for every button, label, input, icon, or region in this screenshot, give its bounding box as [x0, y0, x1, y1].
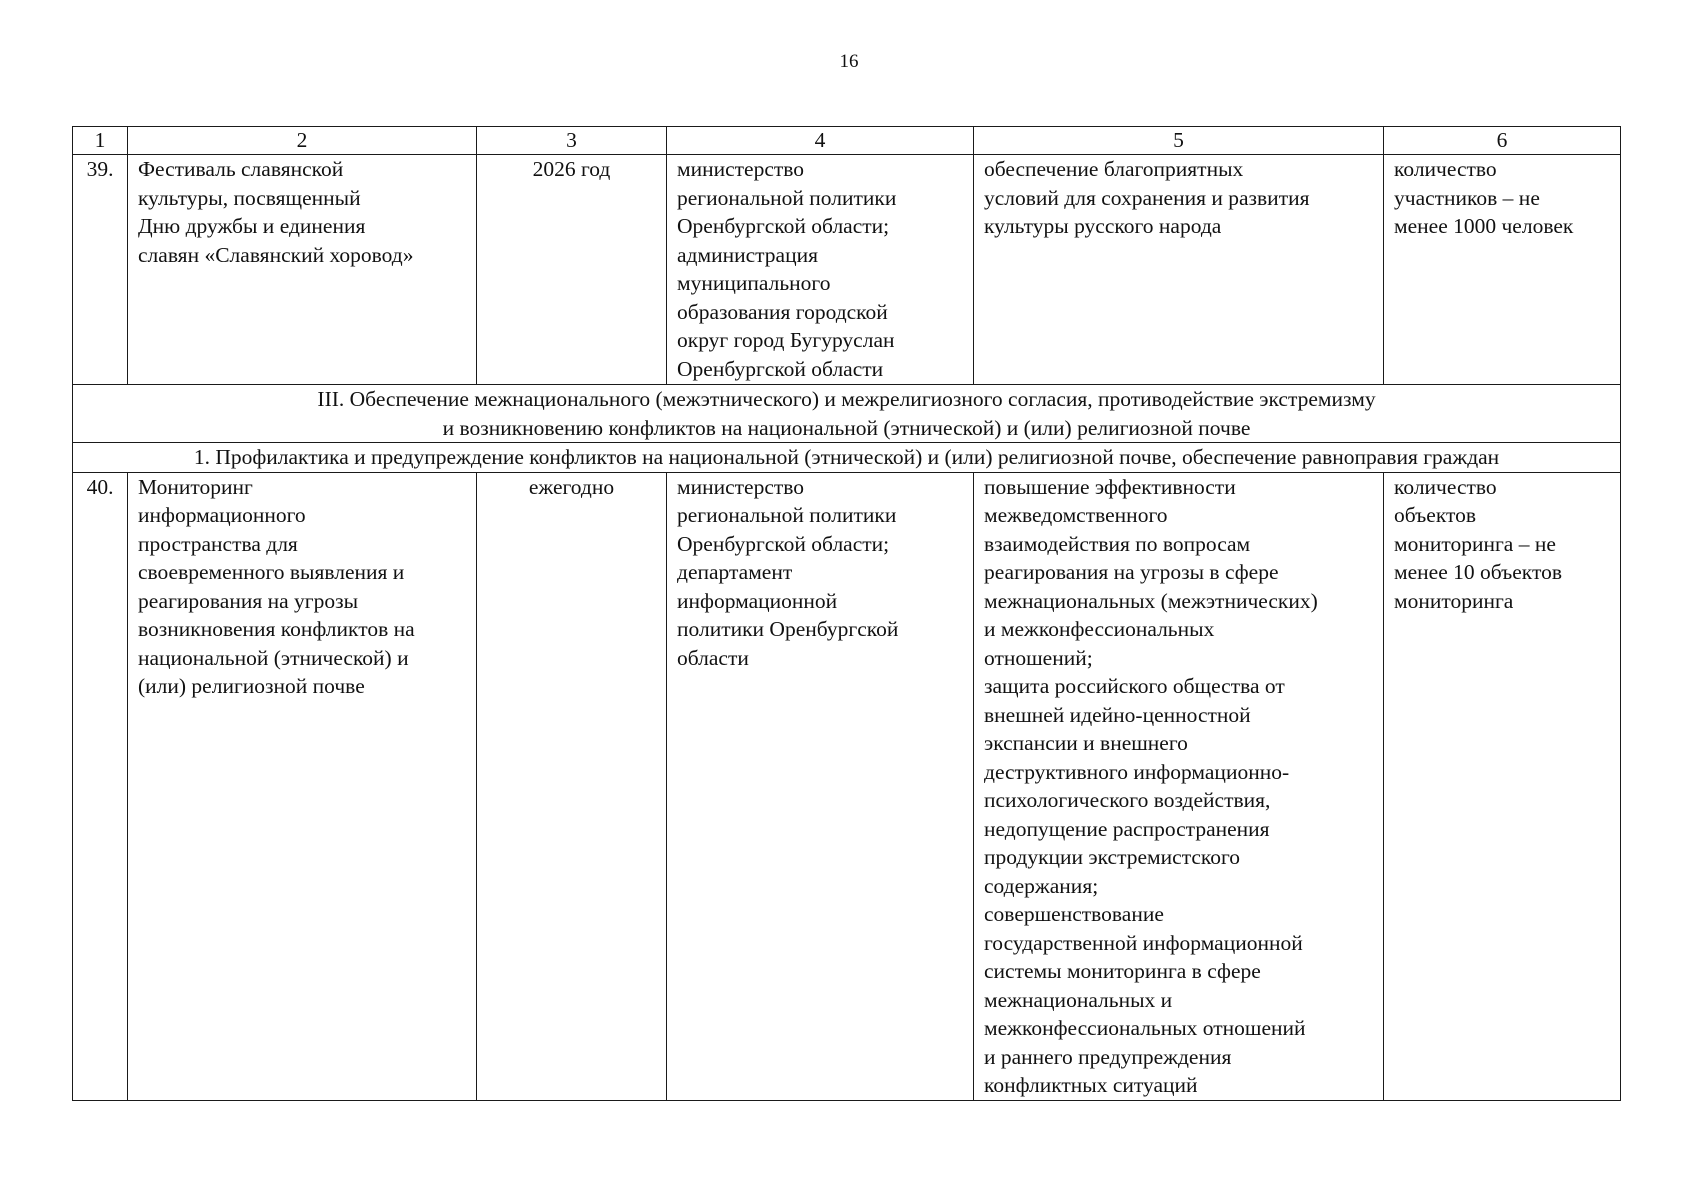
indicator-cell: количество участников – не менее 1000 человек	[1384, 155, 1621, 385]
row-number: 40.	[73, 472, 128, 1100]
term-cell: 2026 год	[477, 155, 667, 385]
executors-cell: министерство региональной политики Оренбургской области; департамент информационной политики Оренбургской области	[667, 472, 974, 1100]
column-numbers-row	[73, 127, 1621, 155]
column-number-4: 4	[667, 127, 974, 155]
column-number-6: 6	[1384, 127, 1621, 155]
column-number-3: 3	[477, 127, 667, 155]
executors-cell: министерство региональной политики Оренбургской области; администрация муниципального образования городской округ город Бугуруслан Оренбургской области	[667, 155, 974, 385]
page-number: 16	[839, 51, 859, 72]
column-number-5: 5	[974, 127, 1384, 155]
table-row-40	[73, 472, 1621, 1100]
term-cell: ежегодно	[477, 472, 667, 1100]
row-number: 39.	[73, 155, 128, 385]
section-heading-row	[73, 385, 1621, 443]
subsection-heading-row	[73, 443, 1621, 473]
column-number-1: 1	[73, 127, 128, 155]
event-name-cell: Фестиваль славянской культуры, посвященный Дню дружбы и единения славян «Славянский хоровод»	[128, 155, 477, 385]
measures-table	[72, 126, 1621, 1101]
result-cell: повышение эффективности межведомственного взаимодействия по вопросам реагирования на угрозы в сфере межнациональных (межэтнических) и межконфессиональных отношений; защита российского общества от внешней идейно-ценностной экспансии и внешнего деструктивного информационно- психологического воздействия, недопущение распространения продукции экстремистского содержания; совершенствование государственной информационной системы мониторинга в сфере межнациональных и межконфессиональных отношений и раннего предупреждения конфликтных ситуаций	[974, 472, 1384, 1100]
result-cell: обеспечение благоприятных условий для сохранения и развития культуры русского народа	[974, 155, 1384, 385]
table-row-39	[73, 155, 1621, 385]
indicator-cell: количество объектов мониторинга – не менее 10 объектов мониторинга	[1384, 472, 1621, 1100]
subsection-heading: 1. Профилактика и предупреждение конфликтов на национальной (этнической) и (или) религиозной почве, обеспечение равноправия граждан	[73, 443, 1621, 473]
event-name-cell: Мониторинг информационного пространства для своевременного выявления и реагирования на угрозы возникновения конфликтов на национальной (этнической) и (или) религиозной почве	[128, 472, 477, 1100]
column-number-2: 2	[128, 127, 477, 155]
section-heading: III. Обеспечение межнационального (межэтнического) и межрелигиозного согласия, противодействие экстремизму и возникновению конфликтов на национальной (этнической) и (или) религиозной почве	[73, 385, 1621, 443]
